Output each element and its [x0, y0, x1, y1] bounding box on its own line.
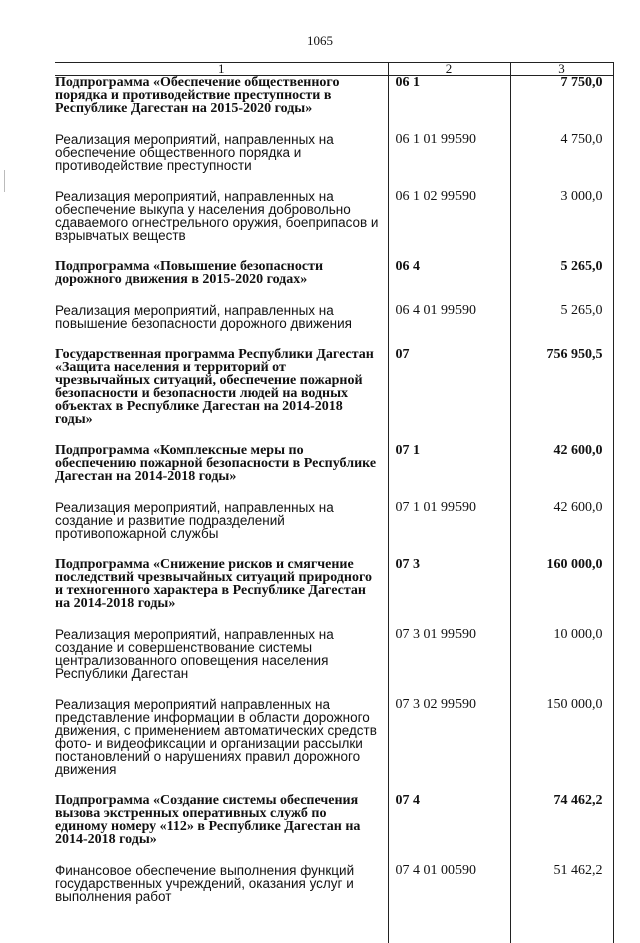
row-name-cell: Реализация мероприятий направленных на представление информации в области дорожного движения, с применением автоматических средств фото- и видеофиксации и организации рассылки постановлений о нарушениях правил дорожного движения: [55, 698, 388, 776]
spacer-cell: [510, 903, 613, 943]
row-code-cell: 06 1 02 99590: [388, 190, 510, 242]
row-spacer: [55, 115, 613, 133]
table-header-row: [55, 63, 613, 76]
row-sum-cell: 756 950,5: [510, 348, 613, 426]
row-sum-cell: 42 600,0: [510, 444, 613, 483]
row-code-cell: 07 3 01 99590: [388, 628, 510, 680]
table-row: [55, 190, 613, 242]
row-code-cell: 07 1: [388, 444, 510, 483]
row-spacer: [55, 903, 613, 943]
row-code-cell: 07 1 01 99590: [388, 501, 510, 540]
table-row: [55, 133, 613, 172]
spacer-cell: [388, 680, 510, 698]
row-sum-cell: 150 000,0: [510, 698, 613, 776]
row-code-cell: 07 3: [388, 558, 510, 610]
table-row: [55, 501, 613, 540]
row-code-cell: 07 4 01 00590: [388, 864, 510, 903]
table-body: [55, 76, 613, 943]
column-header-1: 1: [55, 63, 388, 76]
row-name-cell: Подпрограмма «Повышение безопасности дорожного движения в 2015-2020 годах»: [55, 260, 388, 286]
spacer-cell: [55, 286, 388, 304]
row-sum-cell: 74 462,2: [510, 794, 613, 846]
spacer-cell: [510, 286, 613, 304]
row-sum-cell: 160 000,0: [510, 558, 613, 610]
row-code-cell: 06 4 01 99590: [388, 304, 510, 330]
row-name-cell: Реализация мероприятий, направленных на создание и совершенствование системы централизованного оповещения населения Республики Дагестан: [55, 628, 388, 680]
spacer-cell: [510, 115, 613, 133]
row-spacer: [55, 540, 613, 558]
spacer-cell: [388, 172, 510, 190]
spacer-cell: [388, 846, 510, 864]
page-number: 1065: [0, 33, 640, 49]
row-sum-cell: 3 000,0: [510, 190, 613, 242]
row-code-cell: 06 1: [388, 76, 510, 116]
spacer-cell: [388, 115, 510, 133]
spacer-cell: [55, 540, 388, 558]
spacer-cell: [510, 483, 613, 501]
spacer-cell: [510, 330, 613, 348]
row-sum-cell: 42 600,0: [510, 501, 613, 540]
row-sum-cell: 5 265,0: [510, 304, 613, 330]
spacer-cell: [55, 903, 388, 943]
row-code-cell: 06 4: [388, 260, 510, 286]
spacer-cell: [388, 776, 510, 794]
row-sum-cell: 51 462,2: [510, 864, 613, 903]
table-row: [55, 794, 613, 846]
row-name-cell: Реализация мероприятий, направленных на обеспечение выкупа у населения добровольно сдаваемого огнестрельного оружия, боеприпасов и взрывчатых веществ: [55, 190, 388, 242]
spacer-cell: [55, 776, 388, 794]
row-name-cell: Финансовое обеспечение выполнения функций государственных учреждений, оказания услуг и выполнения работ: [55, 864, 388, 903]
row-spacer: [55, 846, 613, 864]
spacer-cell: [510, 242, 613, 260]
spacer-cell: [510, 540, 613, 558]
spacer-cell: [388, 540, 510, 558]
row-name-cell: Подпрограмма «Снижение рисков и смягчение последствий чрезвычайных ситуаций природного и техногенного характера в Республике Дагестан на 2014-2018 годы»: [55, 558, 388, 610]
spacer-cell: [510, 172, 613, 190]
spacer-cell: [55, 242, 388, 260]
spacer-cell: [388, 610, 510, 628]
spacer-cell: [510, 610, 613, 628]
spacer-cell: [55, 846, 388, 864]
spacer-cell: [510, 426, 613, 444]
row-spacer: [55, 610, 613, 628]
spacer-cell: [388, 330, 510, 348]
row-name-cell: Подпрограмма «Обеспечение общественного порядка и противодействие преступности в Республике Дагестан на 2015-2020 годы»: [55, 76, 388, 116]
spacer-cell: [55, 610, 388, 628]
row-name-cell: Реализация мероприятий, направленных на создание и развитие подразделений противопожарной службы: [55, 501, 388, 540]
spacer-cell: [388, 903, 510, 943]
spacer-cell: [55, 115, 388, 133]
row-spacer: [55, 286, 613, 304]
row-name-cell: Реализация мероприятий, направленных на повышение безопасности дорожного движения: [55, 304, 388, 330]
row-name-cell: Подпрограмма «Комплексные меры по обеспечению пожарной безопасности в Республике Дагестан на 2014-2018 годы»: [55, 444, 388, 483]
row-sum-cell: 4 750,0: [510, 133, 613, 172]
row-spacer: [55, 680, 613, 698]
column-header-2: 2: [388, 63, 510, 76]
row-sum-cell: 7 750,0: [510, 76, 613, 116]
row-spacer: [55, 242, 613, 260]
row-spacer: [55, 483, 613, 501]
row-code-cell: 07 4: [388, 794, 510, 846]
table-row: [55, 304, 613, 330]
spacer-cell: [55, 483, 388, 501]
spacer-cell: [55, 172, 388, 190]
spacer-cell: [55, 426, 388, 444]
row-code-cell: 07: [388, 348, 510, 426]
spacer-cell: [510, 680, 613, 698]
table-row: [55, 76, 613, 116]
column-header-3: 3: [510, 63, 613, 76]
row-name-cell: Реализация мероприятий, направленных на обеспечение общественного порядка и противодействие преступности: [55, 133, 388, 172]
row-name-cell: Государственная программа Республики Дагестан «Защита населения и территорий от чрезвычайных ситуаций, обеспечение пожарной безопасности и безопасности людей на водных объектах в Республике Дагестан на 2014-2018 годы»: [55, 348, 388, 426]
table-row: [55, 348, 613, 426]
row-name-cell: Подпрограмма «Создание системы обеспечения вызова экстренных оперативных служб по единому номеру «112» в Республике Дагестан на 2014-2018 годы»: [55, 794, 388, 846]
budget-table: [55, 62, 614, 943]
table-row: [55, 864, 613, 903]
row-sum-cell: 10 000,0: [510, 628, 613, 680]
spacer-cell: [388, 483, 510, 501]
row-code-cell: 07 3 02 99590: [388, 698, 510, 776]
table-row: [55, 444, 613, 483]
table-row: [55, 558, 613, 610]
spacer-cell: [510, 776, 613, 794]
spacer-cell: [510, 846, 613, 864]
spacer-cell: [55, 680, 388, 698]
spacer-cell: [388, 426, 510, 444]
row-spacer: [55, 776, 613, 794]
row-spacer: [55, 172, 613, 190]
row-spacer: [55, 426, 613, 444]
row-spacer: [55, 330, 613, 348]
row-sum-cell: 5 265,0: [510, 260, 613, 286]
row-code-cell: 06 1 01 99590: [388, 133, 510, 172]
spacer-cell: [388, 242, 510, 260]
table-row: [55, 628, 613, 680]
spacer-cell: [55, 330, 388, 348]
table-row: [55, 260, 613, 286]
spacer-cell: [388, 286, 510, 304]
scan-artifact: [4, 170, 5, 192]
table-row: [55, 698, 613, 776]
